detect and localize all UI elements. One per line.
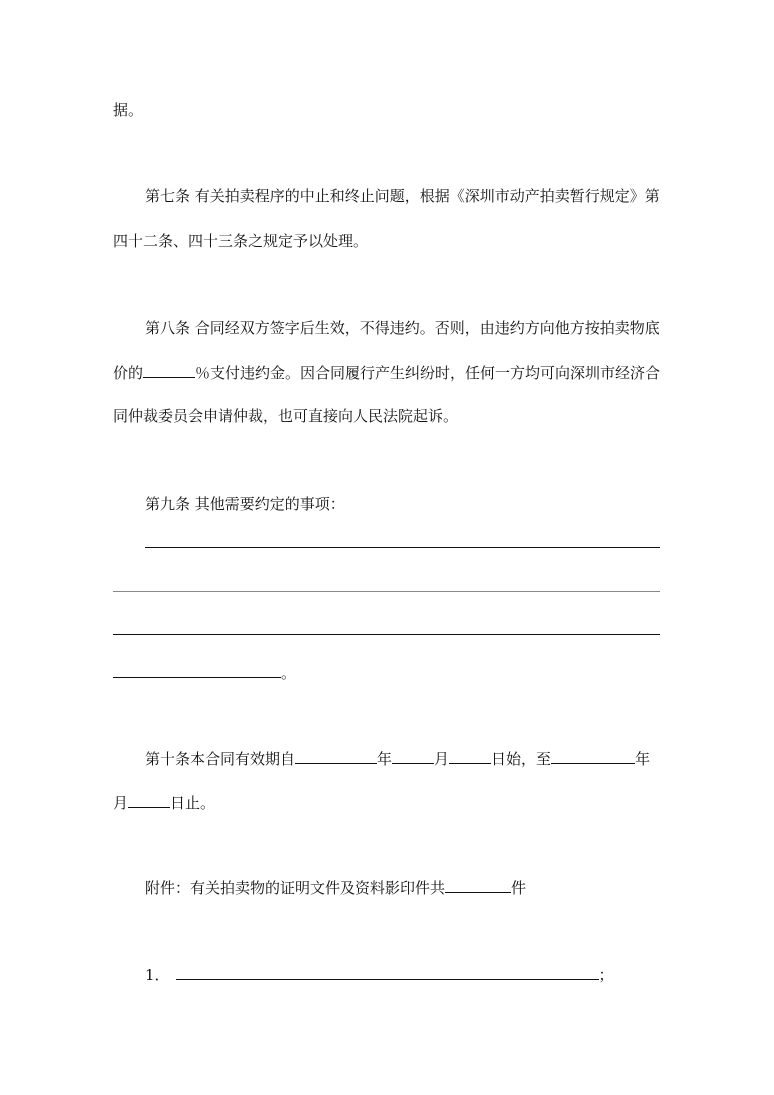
year-label: 年 <box>377 750 393 768</box>
annex-unit: 件 <box>511 879 527 897</box>
article-10-end: 日止。 <box>170 794 216 812</box>
article-7-line-1: 第七条 有关拍卖程序的中止和终止问题，根据《深圳市动产拍卖暂行规定》第 <box>145 187 660 205</box>
item-end: ； <box>598 966 614 984</box>
article-10-line-1 <box>145 748 650 769</box>
article-9-final-blank[interactable] <box>113 662 281 678</box>
day-label: 日始，至 <box>491 750 552 768</box>
end-month-blank[interactable] <box>128 792 170 808</box>
item-number: 1． <box>145 966 170 984</box>
start-day-blank[interactable] <box>449 748 491 764</box>
article-8-line-3: 同仲裁委员会申请仲裁，也可直接向人民法院起诉。 <box>113 407 459 425</box>
article-8-line-1: 第八条 合同经双方签字后生效，不得违约。否则，由违约方向他方按拍卖物底 <box>145 319 660 337</box>
start-month-blank[interactable] <box>392 748 434 764</box>
end-year-blank[interactable] <box>551 748 635 764</box>
annex-item-1-blank[interactable] <box>176 964 599 980</box>
article-7-line-2: 四十二条、四十三条之规定予以处理。 <box>113 232 369 250</box>
penalty-percent-blank[interactable] <box>143 362 195 378</box>
article-9-heading: 第九条 其他需要约定的事项： <box>145 495 345 513</box>
article-9-blank-line-1[interactable] <box>145 547 660 548</box>
article-8-line-2 <box>113 362 660 383</box>
article-8-text: 价的 <box>113 364 144 382</box>
annex-line <box>145 877 526 898</box>
annex-text: 附件：有关拍卖物的证明文件及资料影印件共 <box>145 879 446 897</box>
article-9-blank-line-2[interactable] <box>113 591 660 592</box>
month-label: 月 <box>434 750 450 768</box>
month-label: 月 <box>113 794 129 812</box>
annex-item-1 <box>145 964 614 985</box>
annex-count-blank[interactable] <box>445 877 511 893</box>
year-label: 年 <box>635 750 651 768</box>
article-8-text: ％支付违约金。因合同履行产生纠纷时，任何一方均可向深圳市经济合 <box>195 364 661 382</box>
article-10-text: 第十条本合同有效期自 <box>145 750 296 768</box>
article-10-line-2 <box>113 792 215 813</box>
paragraph-fragment: 据。 <box>113 101 144 119</box>
article-9-period: 。 <box>281 664 297 682</box>
start-year-blank[interactable] <box>295 748 377 764</box>
article-9-blank-line-4 <box>113 662 296 683</box>
article-9-blank-line-3[interactable] <box>113 634 660 635</box>
